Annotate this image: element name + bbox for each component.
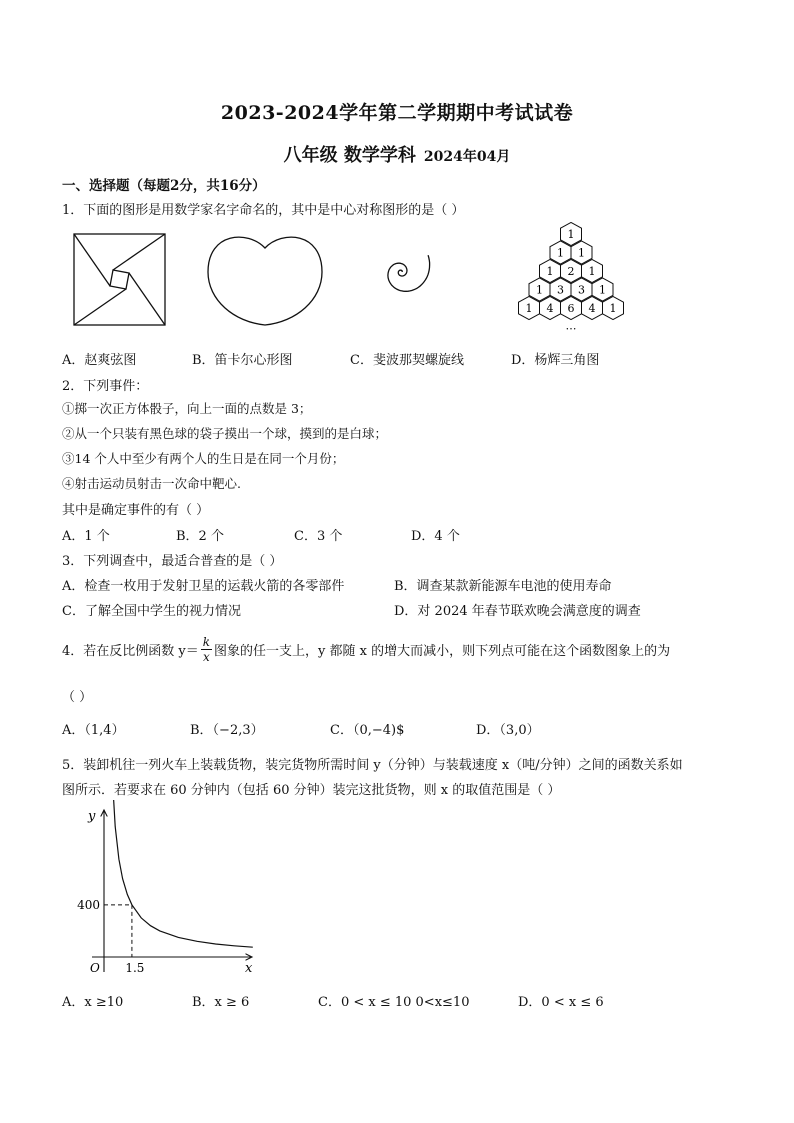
q4-stem-end: 图象的任一支上，y 都随 x 的增大而减小，则下列点可能在这个函数图象上的为	[214, 644, 671, 659]
q2-option-d[interactable]: D．4 个	[411, 529, 460, 544]
q4-fraction	[201, 635, 212, 664]
q5-option-b[interactable]: B．x ≥ 6	[192, 995, 250, 1010]
q4-option-d[interactable]: D．（3,0）	[476, 723, 540, 738]
exam-title: 2023-2024学年第二学期期中考试试卷	[220, 102, 574, 124]
q1-option-b[interactable]: B．笛卡尔心形图	[192, 353, 293, 368]
exam-subtitle	[0, 141, 794, 167]
q2-event-3: ③14 个人中至少有两个人的生日是在同一个月份；	[62, 451, 345, 466]
fibonacci-spiral-figure	[388, 255, 430, 291]
q5-stem-line-1: 5．装卸机往一列火车上装载货物，装完货物所需时间 y（分钟）与装载速度 x（吨/分钟）之间的函数关系如	[62, 758, 683, 773]
pascal-number: 1	[536, 283, 543, 297]
pascal-number: 1	[546, 265, 554, 278]
q2-option-b[interactable]: B．2 个	[176, 529, 224, 544]
hyperbola-curve	[109, 800, 253, 947]
q2-event-2: ②从一个只装有黑色球的袋子摸出一个球，摸到的是白球；	[62, 426, 388, 441]
pascal-number: 1	[609, 302, 617, 315]
q5-graph	[62, 800, 272, 982]
q2-option-c[interactable]: C．3 个	[294, 529, 343, 544]
q4-stem	[62, 635, 670, 664]
pascal-number: 2	[567, 265, 575, 278]
pascal-number: 4	[588, 302, 596, 315]
q1-figures	[62, 222, 642, 348]
q2-event-1: ①掷一次正方体骰子，向上一面的点数是 3；	[62, 401, 312, 416]
q4-option-a[interactable]: A．（1,4）	[62, 723, 125, 738]
q3-option-d[interactable]: D．对 2024 年春节联欢晚会满意度的调查	[394, 604, 641, 619]
pascal-number: 1	[599, 283, 606, 297]
pascal-number: 3	[578, 283, 585, 297]
pascal-number: 1	[578, 246, 585, 260]
q4-bracket: （ ）	[62, 690, 93, 705]
pascal-ellipsis: …	[565, 319, 577, 333]
q1-stem: 1．下面的图形是用数学家名字命名的，其中是中心对称图形的是（ ）	[62, 203, 465, 218]
section-heading: 一、选择题（每题2分，共16分）	[62, 178, 266, 194]
q5-option-c[interactable]: C．0 < x ≤ 10 0<x≤10	[318, 995, 470, 1010]
pascal-number: 3	[557, 283, 564, 297]
q4-option-b[interactable]: B．（−2,3）	[190, 723, 264, 738]
q1-option-d[interactable]: D．杨辉三角图	[511, 353, 600, 368]
pascal-number: 1	[567, 228, 575, 241]
q3-stem: 3．下列调查中，最适合普查的是（ ）	[62, 554, 283, 569]
q2-event-4: ④射击运动员射击一次命中靶心.	[62, 476, 241, 491]
pascal-number: 1	[557, 246, 564, 260]
x-axis-label: x	[245, 961, 253, 976]
tick-label-400: 400	[77, 897, 100, 912]
q4-stem-start: 4．若在反比例函数 y＝	[62, 644, 199, 659]
pascal-number: 1	[525, 302, 533, 315]
q3-option-b[interactable]: B．调查某款新能源车电池的使用寿命	[394, 579, 612, 594]
zhao-shuang-figure	[74, 234, 165, 325]
y-axis-label: y	[88, 809, 96, 824]
q1-option-a[interactable]: A．赵爽弦图	[62, 353, 137, 368]
tick-label-1-5: 1.5	[125, 961, 145, 975]
grade-subject: 八年级 数学学科	[283, 145, 416, 166]
q4-option-c[interactable]: C．（0,−4)$	[330, 723, 405, 738]
q3-option-a[interactable]: A．检查一枚用于发射卫星的运载火箭的各零部件	[62, 579, 345, 594]
q5-stem-line-2: 图所示．若要求在 60 分钟内（包括 60 分钟）装完这批货物，则 x 的取值范围是（ ）	[62, 783, 561, 798]
pascal-number: 6	[567, 302, 575, 315]
q5-option-a[interactable]: A．x ≥10	[62, 995, 124, 1010]
pascal-number: 4	[546, 302, 554, 315]
exam-date: 2024年04月	[423, 149, 511, 165]
q5-option-d[interactable]: D．0 < x ≤ 6	[518, 995, 604, 1010]
q2-option-a[interactable]: A．1 个	[62, 529, 110, 544]
q1-option-c[interactable]: C．斐波那契螺旋线	[350, 353, 464, 368]
q2-question: 其中是确定事件的有（ ）	[62, 503, 210, 518]
pascal-triangle-figure	[519, 222, 624, 332]
origin-label: O	[90, 961, 100, 975]
cardioid-figure	[208, 237, 322, 325]
pascal-number: 1	[588, 265, 596, 278]
fraction-denominator: x	[203, 650, 210, 664]
q2-stem: 2．下列事件：	[62, 379, 149, 394]
fraction-numerator: k	[202, 635, 211, 649]
q3-option-c[interactable]: C．了解全国中学生的视力情况	[62, 604, 241, 619]
